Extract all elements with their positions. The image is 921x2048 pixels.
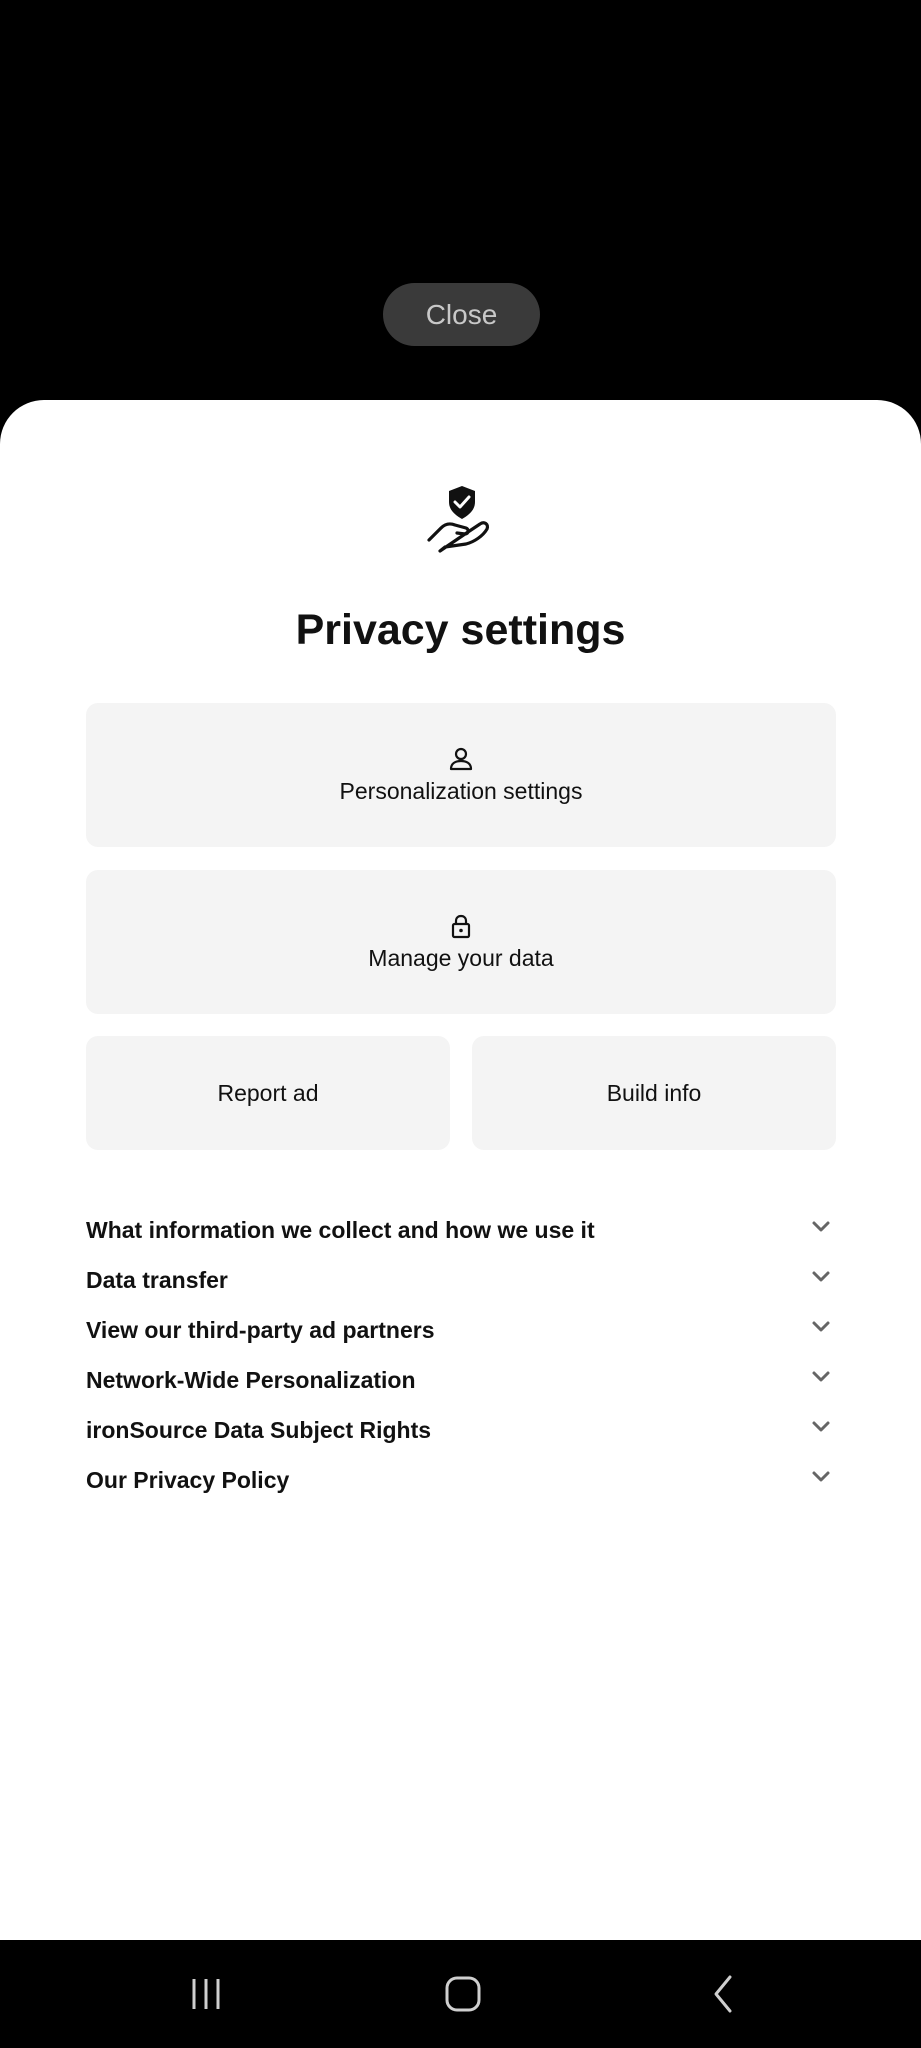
chevron-down-icon <box>810 1416 832 1438</box>
manage-your-data-label: Manage your data <box>368 944 554 971</box>
system-navigation-bar <box>0 1940 921 2048</box>
close-button[interactable]: Close <box>383 283 540 346</box>
accordion-label: View our third-party ad partners <box>86 1316 435 1343</box>
accordion-item-network-personalization[interactable] <box>86 1355 836 1405</box>
chevron-down-icon <box>810 1216 832 1238</box>
accordion-item-data-subject-rights[interactable] <box>86 1405 836 1455</box>
accordion-label: Network-Wide Personalization <box>86 1366 416 1393</box>
accordion-item-data-transfer[interactable] <box>86 1255 836 1305</box>
recent-apps-button[interactable] <box>176 1964 236 2024</box>
hand-shield-check-icon <box>426 484 496 554</box>
accordion-label: What information we collect and how we use it <box>86 1216 595 1243</box>
build-info-button[interactable] <box>472 1036 836 1150</box>
report-ad-label: Report ad <box>217 1079 319 1106</box>
chevron-down-icon <box>810 1366 832 1388</box>
recent-apps-icon <box>186 1974 226 2014</box>
accordion-item-what-we-collect[interactable] <box>86 1205 836 1255</box>
home-button[interactable] <box>433 1964 493 2024</box>
chevron-down-icon <box>810 1316 832 1338</box>
home-icon <box>443 1974 483 2014</box>
accordion-label: ironSource Data Subject Rights <box>86 1416 432 1443</box>
person-icon <box>448 746 474 772</box>
lock-icon <box>448 913 474 939</box>
info-accordion <box>86 1205 836 1505</box>
page-title: Privacy settings <box>295 606 626 654</box>
back-button[interactable] <box>692 1964 752 2024</box>
chevron-down-icon <box>810 1266 832 1288</box>
accordion-label: Data transfer <box>86 1266 228 1293</box>
back-icon <box>702 1974 742 2014</box>
build-info-label: Build info <box>606 1079 702 1106</box>
manage-your-data-button[interactable] <box>86 870 836 1014</box>
accordion-item-ad-partners[interactable] <box>86 1305 836 1355</box>
privacy-sheet <box>0 400 921 1940</box>
personalization-settings-button[interactable] <box>86 703 836 847</box>
accordion-label: Our Privacy Policy <box>86 1466 290 1493</box>
chevron-down-icon <box>810 1466 832 1488</box>
accordion-item-privacy-policy[interactable] <box>86 1455 836 1505</box>
personalization-settings-label: Personalization settings <box>339 777 583 804</box>
report-ad-button[interactable] <box>86 1036 450 1150</box>
